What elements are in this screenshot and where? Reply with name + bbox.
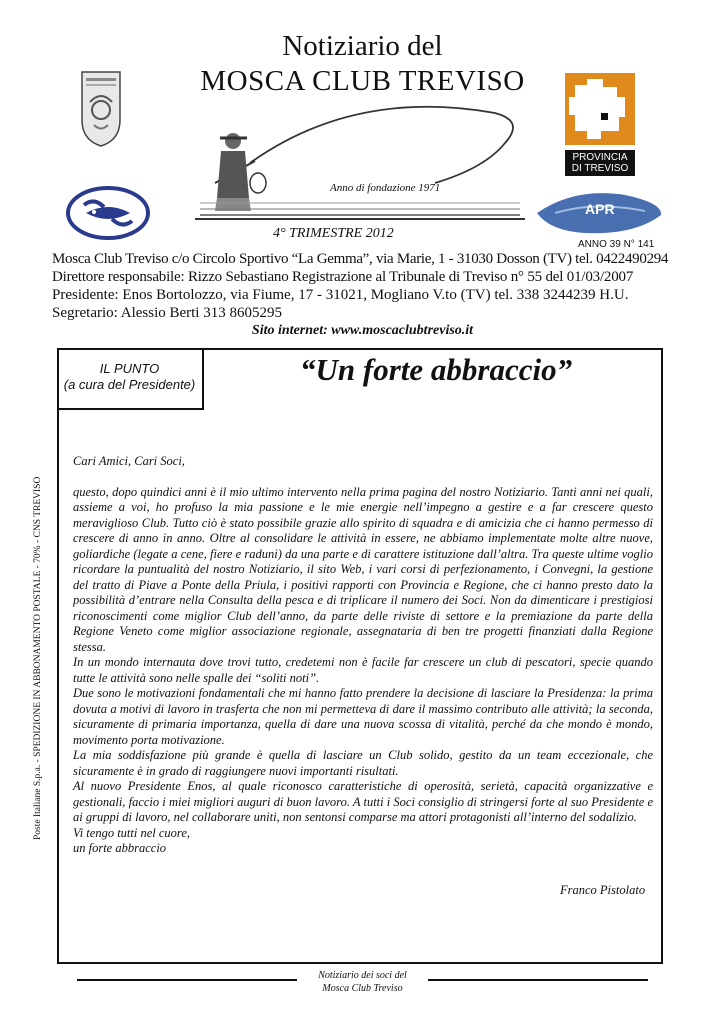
paragraph: Al nuovo Presidente Enos, al quale riconosco caratteristiche di operosità, serietà, capacità organizzative e gestionali, faccio i miei migliori auguri di buon lavoro. A tutti i Soci consiglio di stringersi forte al suo Presidente e ai gruppi di lavoro, nel collaborare uniti, non sentonsi comparse ma attori protagonisti all’interno del sodalizio. (73, 779, 653, 824)
greeting: Cari Amici, Cari Soci, (73, 454, 185, 468)
footer-line-2: Mosca Club Treviso (322, 983, 403, 994)
foundation-year: Anno di fondazione 1971 (330, 182, 441, 194)
paragraph: In un mondo internauta dove trovi tutto, credetemi non è facile far crescere un club di pescatori, specie quando tutte le attività sono nelle spalle dei “soliti noti”. (73, 655, 653, 685)
provincia-label-line1: PROVINCIA (572, 152, 628, 163)
footer (0, 969, 725, 995)
issue-number: ANNO 39 N° 141 (578, 239, 655, 250)
paragraph: Vi tengo tutti nel cuore, (73, 825, 190, 840)
fisherman-illustration (195, 103, 525, 221)
union-shield-logo (80, 70, 122, 148)
footer-line-1: Notiziario dei soci del (318, 970, 407, 981)
club-address: Mosca Club Treviso c/o Circolo Sportivo “La Gemma”, via Marie, 1 - 31030 Dosson (TV) tel. 0422490294 (52, 251, 669, 267)
trimester: 4° TRIMESTRE 2012 (273, 226, 394, 241)
secretary-info: Segretario: Alessio Berti 313 8605295 (52, 305, 282, 321)
article-body (73, 454, 653, 857)
section-title: IL PUNTO (99, 361, 160, 376)
provincia-treviso-logo (565, 73, 635, 145)
section-box (57, 348, 204, 410)
director-info: Direttore responsabile: Rizzo Sebastiano Registrazione al Tribunale di Treviso n° 55 del 01/03/2007 (52, 269, 634, 285)
paragraph: Due sono le motivazioni fondamentali che mi hanno fatto prendere la decisione di lasciare la Presidenza: la prima dovuta a motivi di lavoro in trasferta che non mi permetteva di dare il massimo contributo alle attività; la seconda, sicuramente di primaria importanza, quella di dare una nuova scossa di vitalità, perché da che mondo è mondo, movimento porta motivazione. (73, 686, 653, 747)
paragraph: questo, dopo quindici anni è il mio ultimo intervento nella prima pagina del nostro Notiziario. Tanti anni nei quali, assieme a voi, ho profuso la mia passione e le mie energie nell’impegno a gestire e a far crescere questo meraviglioso Club. Tutto ciò è stato possibile grazie allo spirito di squadra e di amicizia che ci hanno permesso di crescere di anno in anno. Oltre al consolidare le attività in essere, ne abbiamo implementate molte altre nuove, goliardiche (legate a cene, fiere e raduni) da una parte e di carattere istituzione dall’altra. Tra queste ultime voglio ricordare la puntualità del nostro Notiziario, il sito Web, i vari corsi di perfezionamento, i Convegni, la gestione del tratto di Piave a Ponte della Priula, i positivi rapporti con Provincia e Regione, che ci hanno presto dato la possibilità d’entrare nella Consulta della pesca e di triplicare il numero dei Soci. Non da dimenticare i prestigiosi riconoscimenti come miglior Club dell’anno, da parte delle riviste di settore e la premiazione da parte della Regione Veneto come miglior associazione regionale, assegnataria di ben tre progetti finanziati dalla Regione stessa. (73, 484, 653, 654)
president-info: Presidente: Enos Bortolozzo, via Fiume, 17 - 31021, Mogliano V.to (TV) tel. 338 3244239 H.U. (52, 287, 629, 303)
paragraph: La mia soddisfazione più grande è quella di lasciare un Club solido, gestito da un team eccezionale, che sicuramente è in grado di raggiungere nuovi importanti risultati. (73, 748, 653, 778)
website: Sito internet: www.moscaclubtreviso.it (251, 323, 474, 338)
provincia-label (565, 150, 635, 176)
apr-logo-text: APR (585, 201, 615, 217)
apr-logo (535, 187, 665, 239)
title-line-2: MOSCA CLUB TREVISO (200, 65, 525, 97)
section-subtitle: (a cura del Presidente) (63, 377, 196, 392)
title-line-1: Notiziario del (282, 30, 443, 62)
article-headline: “Un forte abbraccio” (300, 352, 573, 387)
provincia-label-line2: DI TREVISO (571, 163, 629, 174)
postal-notice: Poste Italiane S.p.a. - SPEDIZIONE IN ABBONAMENTO POSTALE - 70% - CNS TREVISO (33, 476, 43, 840)
fish-club-logo (64, 185, 152, 241)
signature: Franco Pistolato (560, 883, 646, 897)
paragraph: un forte abbraccio (73, 841, 167, 855)
